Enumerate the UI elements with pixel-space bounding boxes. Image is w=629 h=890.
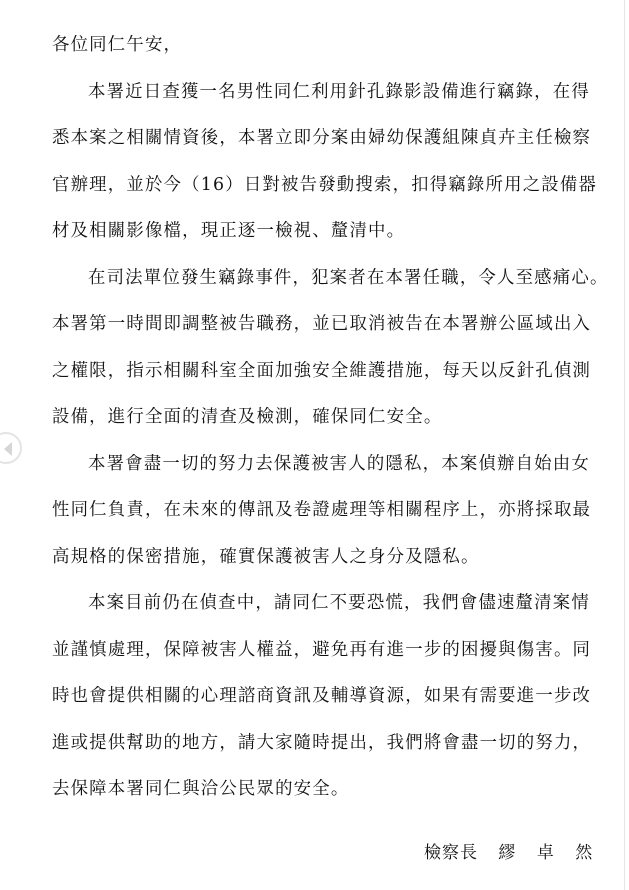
paragraph-line: 本署第一時間即調整被告職務，並已取消被告在本署辦公區域出入 (52, 314, 592, 334)
chevron-left-icon (4, 442, 12, 456)
paragraph-line: 本署近日查獲一名男性同仁利用針孔錄影設備進行竊錄，在得 (88, 81, 590, 102)
paragraph-line: 官辦理，並於今（16）日對被告發動搜索，扣得竊錄所用之設備器 (52, 174, 598, 195)
paragraph-line: 並謹慎處理，保障被害人權益，避免再有進一步的困擾與傷害。同 (52, 639, 592, 660)
paragraph-2 (52, 255, 609, 441)
signature-name-char: 繆 (498, 843, 517, 863)
signature (424, 838, 607, 863)
paragraph-line: 在司法單位發生竊錄事件，犯案者在本署任職，令人至感痛心。 (88, 267, 609, 288)
greeting: 各位同仁午安， (52, 35, 183, 55)
paragraph-line: 進或提供幫助的地方，請大家隨時提出，我們將會盡一切的努力， (52, 732, 592, 753)
paragraph-line: 悉本案之相關情資後，本署立即分案由婦幼保護組陳貞卉主任檢察 (52, 128, 592, 148)
page-edge-divider (624, 0, 625, 890)
paragraph-line: 高規格的保密措施，確實保護被害人之身分及隱私。 (52, 546, 480, 567)
paragraph-line: 性同仁負責，在未來的傳訊及卷證處理等相關程序上，亦將採取最 (52, 500, 592, 520)
paragraph-line: 材及相關影像檔，現正逐一檢視、釐清中。 (52, 221, 406, 241)
paragraph-3 (52, 441, 592, 581)
paragraph-line: 設備，進行全面的清查及檢測，確保同仁安全。 (52, 407, 443, 427)
paragraph-4 (52, 580, 592, 813)
paragraph-line: 去保障本署同仁與洽公民眾的安全。 (52, 779, 350, 799)
paragraph-line: 本署會盡一切的努力去保護被害人的隱私，本案偵辦自始由女 (88, 453, 590, 474)
previous-page-button[interactable] (0, 432, 22, 464)
signature-name-char: 卓 (536, 843, 555, 863)
paragraph-line: 本案目前仍在偵查中，請同仁不要恐慌，我們會儘速釐清案情 (88, 593, 590, 613)
paragraph-1 (52, 69, 598, 255)
letter-body (52, 22, 609, 813)
signature-title: 檢察長 (424, 843, 478, 863)
paragraph-line: 之權限，指示相關科室全面加強安全維護措施，每天以反針孔偵測 (52, 360, 592, 381)
signature-name-char: 然 (575, 843, 594, 863)
paragraph-line: 時也會提供相關的心理諮商資訊及輔導資源，如果有需要進一步改 (52, 686, 592, 706)
